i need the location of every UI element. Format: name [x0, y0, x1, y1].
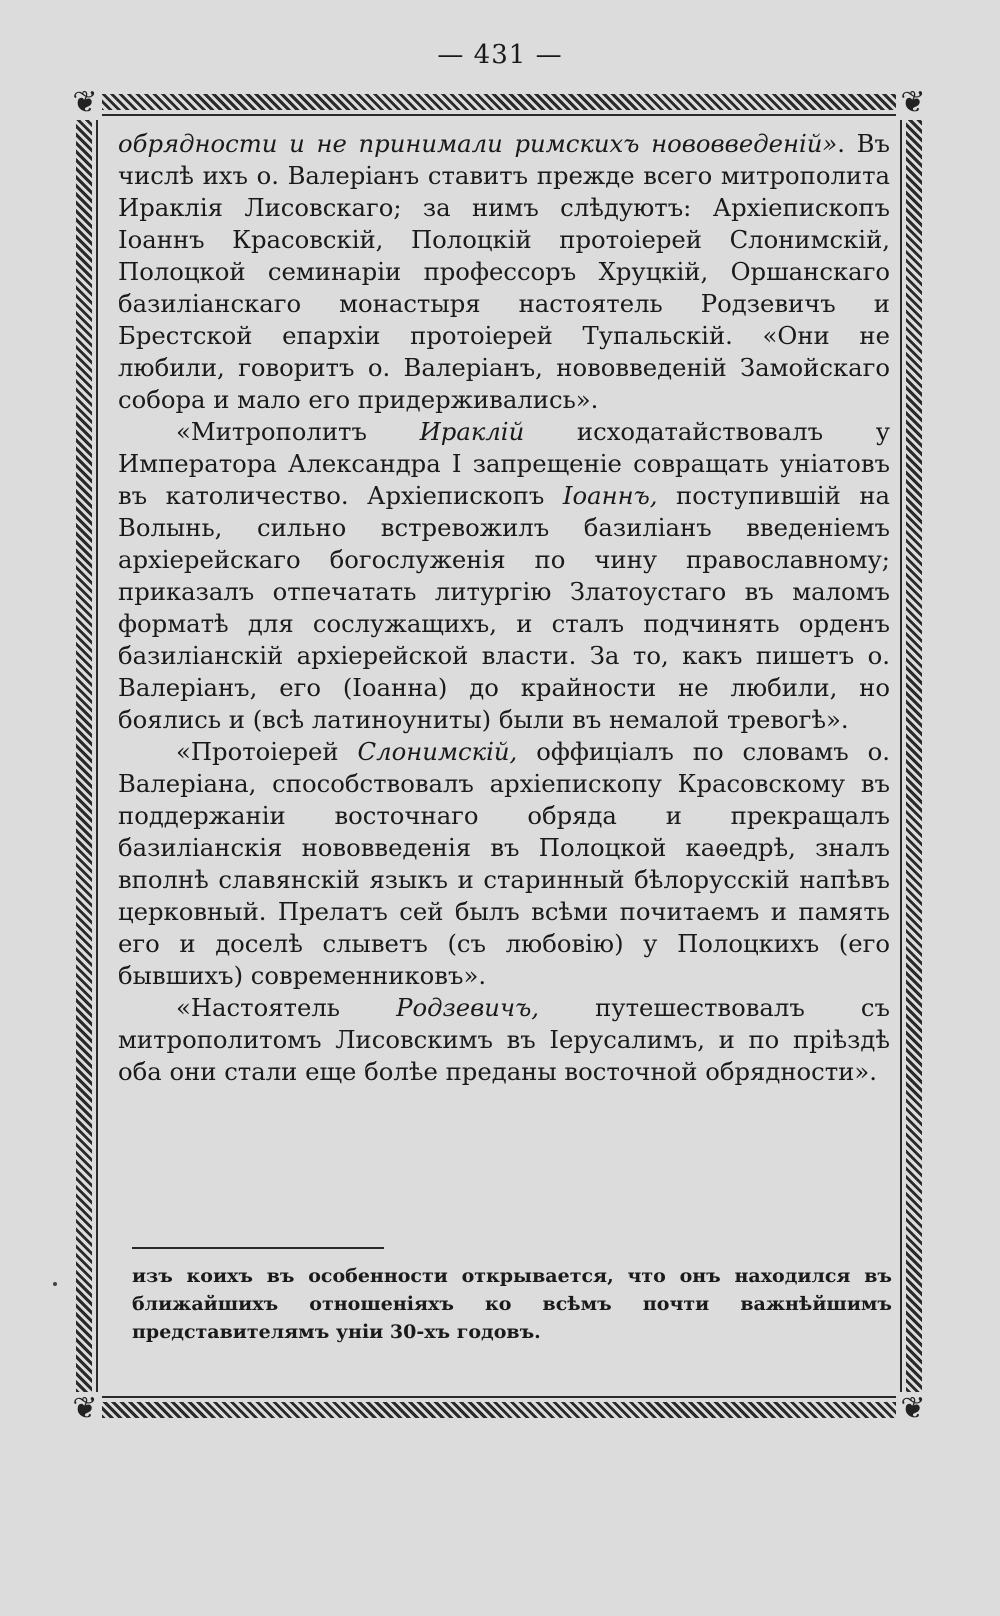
paragraph: [118, 128, 890, 416]
corner-ornament-icon: ❦: [896, 86, 930, 120]
paragraph: [118, 736, 890, 992]
page-number: — 431 —: [437, 40, 563, 70]
corner-ornament-icon: ❦: [68, 1392, 102, 1426]
corner-ornament-icon: ❦: [896, 1392, 930, 1426]
body-text: [118, 128, 890, 1088]
paragraph: [118, 992, 890, 1088]
text: исходатайствовалъ у Императора Александра I запрещеніе совращать уніатовъ въ католичество. Архіепископъ: [118, 417, 890, 510]
italic-name: Ираклій: [419, 417, 525, 446]
text: «Настоятель: [176, 993, 397, 1022]
italic-name: Родзевичъ,: [396, 993, 539, 1022]
footnote-rule: [132, 1247, 384, 1249]
text: «Митрополитъ: [176, 417, 420, 446]
corner-ornament-icon: ❦: [68, 86, 102, 120]
text: оффиціалъ по словамъ о. Валеріана, способствовалъ архіепископу Красовскому въ поддержаніи восточнаго обряда и прекращалъ базиліанскія нововведенія въ Полоцкой каѳедрѣ, зналъ вполнѣ славянскій языкъ и старинный бѣлорусскій напѣвъ церковный. Прелатъ сей былъ всѣми почитаемъ и память его и доселѣ слыветъ (съ любовію) у Полоцкихъ (его бывшихъ) современниковъ».: [118, 737, 890, 990]
text: «Протоіерей: [176, 737, 358, 766]
italic-name: Слонимскій,: [357, 737, 518, 766]
italic-name: Іоаннъ,: [562, 481, 658, 510]
paragraph: [118, 416, 890, 736]
text: . Въ числѣ ихъ о. Валеріанъ ставитъ прежде всего митрополита Ираклія Лисовскаго; за нимъ слѣдуютъ: Архіепископъ Іоаннъ Красовскій, Полоцкій протоіерей Слонимскій, Полоцкой семинаріи профессоръ Хруцкій, Оршанскаго базиліанскаго монастыря настоятель Родзевичъ и Брестской епархіи протоіерей Тупальскій. «Они не любили, говоритъ о. Валеріанъ, нововведеній Замойскаго собора и мало его придерживались».: [118, 129, 890, 414]
italic-text: обрядности и не принимали римскихъ нововведеній»: [118, 129, 838, 158]
speck: [53, 1282, 57, 1286]
text: путешествовалъ съ митрополитомъ Лисовскимъ въ Іерусалимъ, и по пріѣздѣ оба они стали еще болѣе преданы восточной обрядности».: [118, 993, 890, 1086]
footnote: изъ коихъ въ особенности открывается, что онъ находился въ ближайшихъ отношеніяхъ ко всѣмъ почти важнѣйшимъ представителямъ уніи 30-хъ годовъ.: [132, 1265, 892, 1343]
text: поступившій на Волынь, сильно встревожилъ базиліанъ введеніемъ архіерейскаго богослуженія по чину православному; приказалъ отпечатать литургію Златоустаго въ маломъ форматѣ для сослужащихъ, и сталъ подчинять орденъ базиліанскій архіерейской власти. За то, какъ пишетъ о. Валеріанъ, его (Іоанна) до крайности не любили, но боялись и (всѣ латиноуниты) были въ немалой тревогѣ».: [118, 481, 891, 734]
